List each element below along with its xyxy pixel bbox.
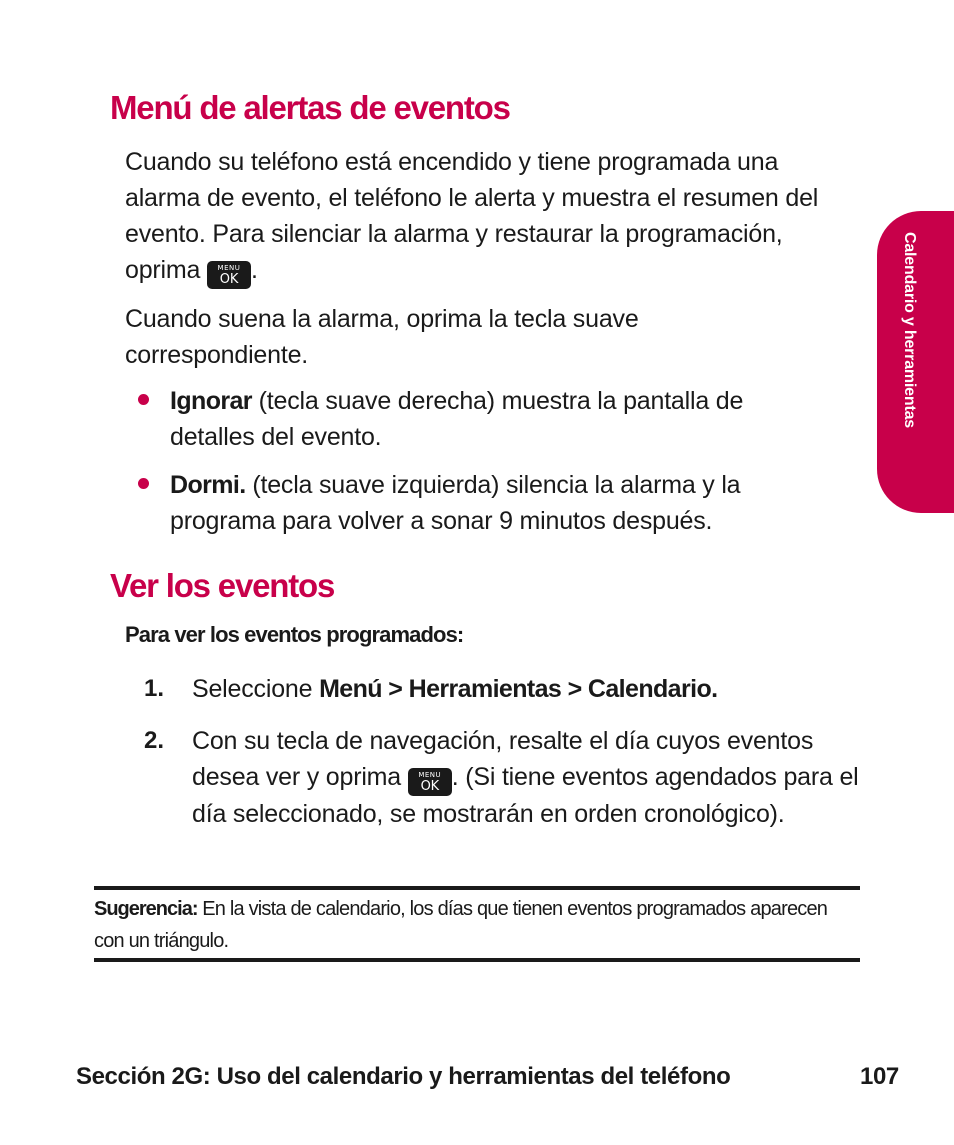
step-number: 2. <box>144 727 165 754</box>
bullet-term: Dormi. <box>170 471 246 499</box>
menu-ok-key-icon: MENU OK <box>408 768 452 796</box>
alerts-paragraph-1-end: . <box>250 256 258 284</box>
alerts-paragraph-2: Cuando suena la alarma, oprima la tecla suave correspondiente. <box>125 305 639 369</box>
step-1-text: Seleccione <box>192 675 320 703</box>
tip-label: Sugerencia: <box>94 898 198 920</box>
step-2-text-end: . (Si tiene eventos agendados para el día seleccionado, se mostrarán en orden cronológico). <box>192 763 859 828</box>
bullet-term: Ignorar <box>170 387 252 415</box>
menu-ok-key-icon: MENU OK <box>207 261 251 289</box>
step-number: 1. <box>144 675 165 702</box>
bullet-item-dormi <box>170 467 830 539</box>
tip-text: En la vista de calendario, los días que tienen eventos programados aparecen con un triángulo. <box>94 898 828 952</box>
step-2 <box>192 723 860 832</box>
view-events-intro: Para ver los eventos programados: <box>125 622 464 647</box>
tip-top-rule <box>94 886 860 890</box>
side-tab-label: Calendario y herramientas <box>901 232 918 428</box>
bullet-item-ignorar <box>170 383 830 455</box>
bullet-text: (tecla suave derecha) muestra la pantalla de detalles del evento. <box>170 387 744 451</box>
bullet-text: (tecla suave izquierda) silencia la alarma y la programa para volver a sonar 9 minutos después. <box>170 471 741 535</box>
page-number: 107 <box>860 1063 899 1090</box>
bullet-icon <box>138 478 149 489</box>
tip-box <box>94 893 860 957</box>
alerts-paragraph-1 <box>125 144 855 289</box>
step-2-text: Con su tecla de navegación, resalte el día cuyos eventos desea ver y oprima <box>192 727 814 791</box>
bullet-icon <box>138 394 149 405</box>
footer-section-title: Sección 2G: Uso del calendario y herramientas del teléfono <box>76 1063 731 1090</box>
section-title-view-events: Ver los eventos <box>110 567 335 604</box>
tip-bottom-rule <box>94 958 860 962</box>
menu-path: Menú > Herramientas > Calendario. <box>319 675 718 703</box>
section-title-alerts: Menú de alertas de eventos <box>110 89 510 126</box>
step-1 <box>192 671 852 707</box>
alerts-paragraph-1-text: Cuando su teléfono está encendido y tiene programada una alarma de evento, el teléfono le alerta y muestra el resumen del evento. Para silenciar la alarma y restaurar la programación, oprima <box>125 148 819 284</box>
